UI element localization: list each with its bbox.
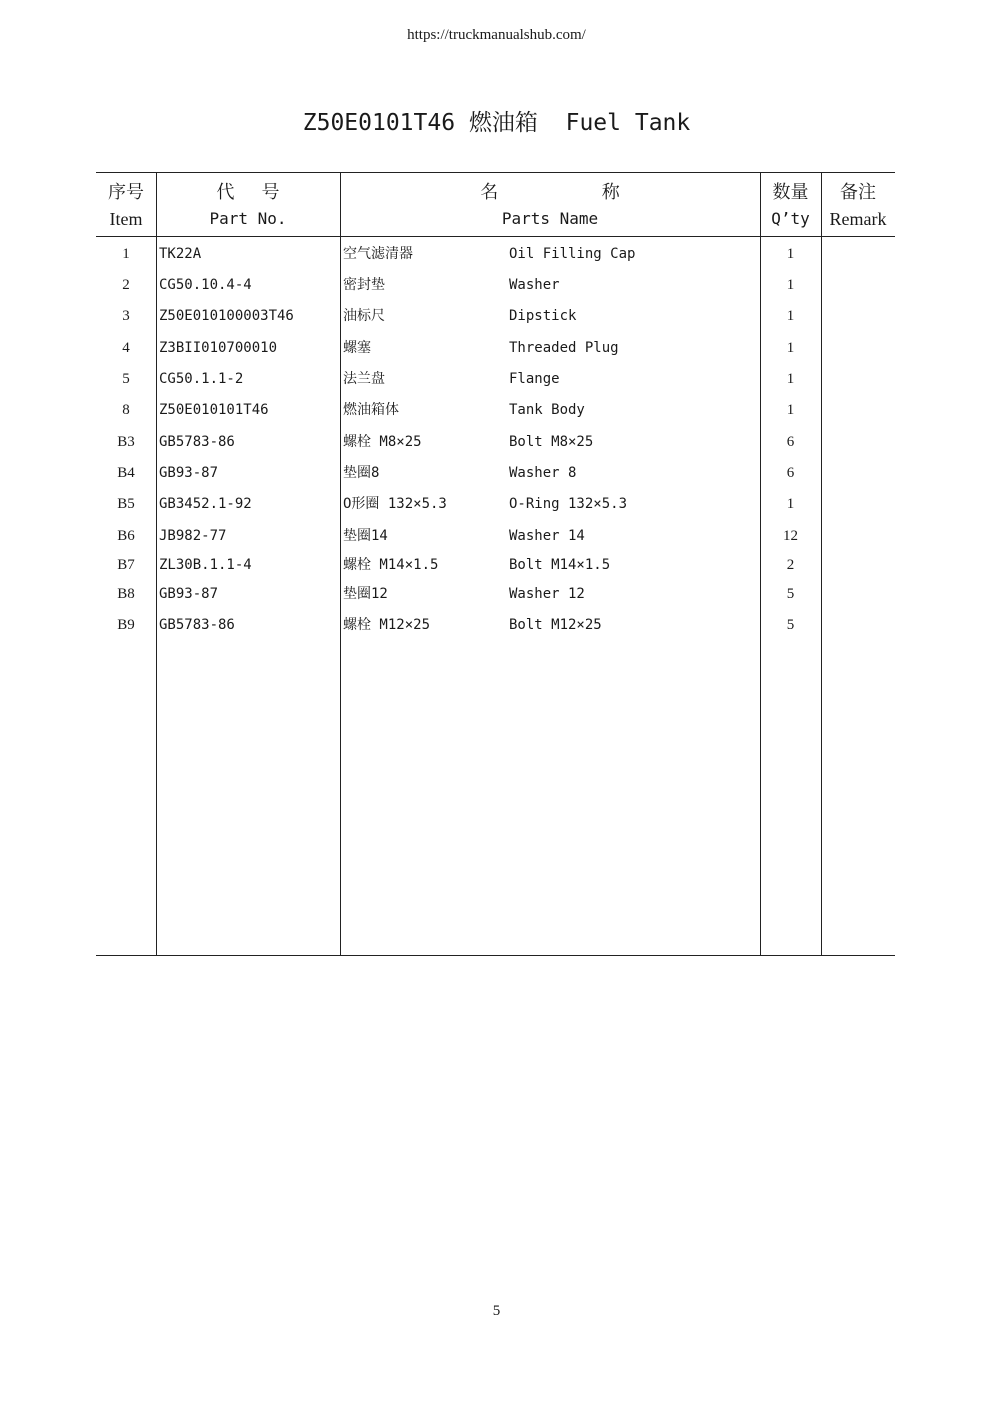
table-row: [96, 399, 895, 421]
item-cell: 3: [122, 308, 130, 324]
name-en-cell: O-Ring 132×5.3: [509, 496, 628, 512]
name-en-cell: Tank Body: [509, 402, 585, 418]
table-row: [96, 462, 895, 484]
name-en-cell: Flange: [509, 371, 560, 387]
name-zh-cell: 螺塞: [343, 340, 371, 356]
table-row: [96, 337, 895, 359]
qty-cell: 5: [786, 617, 795, 633]
name-en-cell: Washer 12: [509, 586, 585, 602]
part-no-cell: GB5783-86: [159, 434, 235, 450]
name-en-cell: Bolt M14×1.5: [509, 557, 611, 573]
name-zh-cell: 油标尺: [343, 308, 385, 324]
table-row: [96, 305, 895, 327]
header-name-zh: 名 称: [480, 182, 620, 202]
part-no-cell: GB93-87: [159, 465, 219, 481]
item-cell: 5: [122, 371, 130, 387]
part-no-cell: JB982-77: [159, 528, 227, 544]
table-row: [96, 431, 895, 453]
part-no-cell: CG50.10.4-4: [159, 277, 252, 293]
table-row: [96, 274, 895, 296]
header-qty-en: Q’ty: [771, 209, 810, 228]
part-no-cell: Z50E010100003T46: [159, 308, 294, 324]
item-cell: 8: [122, 402, 130, 418]
header-part-en: Part No.: [209, 209, 287, 228]
name-zh-cell: 垫圈14: [343, 528, 388, 544]
header-parts-name: [340, 173, 760, 236]
part-no-cell: CG50.1.1-2: [159, 371, 244, 387]
header-item-zh: 序号: [108, 182, 144, 202]
name-zh-cell: 螺栓 M12×25: [343, 617, 431, 633]
page-number: 5: [492, 1303, 501, 1319]
table-row: [96, 583, 895, 605]
header-name-en: Parts Name: [501, 209, 599, 228]
name-en-cell: Washer: [509, 277, 560, 293]
part-no-cell: GB93-87: [159, 586, 219, 602]
header-remark-zh: 备注: [840, 182, 876, 202]
part-no-cell: GB3452.1-92: [159, 496, 252, 512]
item-cell: B7: [117, 557, 135, 573]
name-zh-cell: 密封垫: [343, 277, 385, 293]
item-cell: B9: [117, 617, 135, 633]
part-no-cell: Z3BII010700010: [159, 340, 278, 356]
qty-cell: 2: [786, 557, 795, 573]
table-row: [96, 554, 895, 576]
item-cell: 4: [122, 340, 130, 356]
name-zh-cell: 垫圈8: [343, 465, 380, 481]
name-zh-cell: 法兰盘: [343, 371, 385, 387]
part-no-cell: GB5783-86: [159, 617, 235, 633]
qty-cell: 1: [786, 277, 795, 293]
table-row: [96, 243, 895, 265]
header-qty: [760, 173, 821, 236]
qty-cell: 1: [786, 496, 795, 512]
name-zh-cell: 螺栓 M8×25: [343, 434, 422, 450]
name-en-cell: Bolt M8×25: [509, 434, 594, 450]
item-cell: B6: [117, 528, 135, 544]
name-zh-cell: 燃油箱体: [343, 402, 399, 418]
header-divider: [96, 236, 895, 237]
item-cell: B5: [117, 496, 135, 512]
name-en-cell: Oil Filling Cap: [509, 246, 636, 262]
header-item-en: Item: [109, 209, 143, 229]
name-zh-cell: 螺栓 M14×1.5: [343, 557, 439, 573]
part-no-cell: Z50E010101T46: [159, 402, 269, 418]
name-zh-cell: 空气滤清器: [343, 246, 413, 262]
table-row: [96, 493, 895, 515]
name-zh-cell: 垫圈12: [343, 586, 388, 602]
header-remark: [821, 173, 895, 236]
item-cell: B4: [117, 465, 135, 481]
part-no-cell: TK22A: [159, 246, 202, 262]
qty-cell: 1: [786, 371, 795, 387]
header-part-no: [156, 173, 340, 236]
page-title: Z50E0101T46 燃油箱 Fuel Tank: [302, 110, 691, 136]
table-row: [96, 368, 895, 390]
name-en-cell: Washer 8: [509, 465, 577, 481]
header-url: https://truckmanualshub.com/: [407, 27, 586, 43]
qty-cell: 6: [786, 465, 795, 481]
name-en-cell: Dipstick: [509, 308, 577, 324]
header-part-zh: 代 号: [216, 182, 280, 202]
table-row: [96, 525, 895, 547]
item-cell: B8: [117, 586, 135, 602]
qty-cell: 1: [786, 340, 795, 356]
name-en-cell: Washer 14: [509, 528, 585, 544]
item-cell: B3: [117, 434, 135, 450]
qty-cell: 6: [786, 434, 795, 450]
header-remark-en: Remark: [829, 209, 887, 229]
header-item: [96, 173, 156, 236]
qty-cell: 1: [786, 246, 795, 262]
name-zh-cell: O形圈 132×5.3: [343, 496, 447, 512]
parts-table: [96, 172, 895, 956]
name-en-cell: Bolt M12×25: [509, 617, 602, 633]
part-no-cell: ZL30B.1.1-4: [159, 557, 252, 573]
table-row: [96, 614, 895, 636]
qty-cell: 5: [786, 586, 795, 602]
item-cell: 2: [122, 277, 130, 293]
qty-cell: 1: [786, 308, 795, 324]
item-cell: 1: [122, 246, 130, 262]
header-qty-zh: 数量: [772, 182, 809, 202]
qty-cell: 1: [786, 402, 795, 418]
name-en-cell: Threaded Plug: [509, 340, 619, 356]
qty-cell: 12: [783, 528, 798, 544]
